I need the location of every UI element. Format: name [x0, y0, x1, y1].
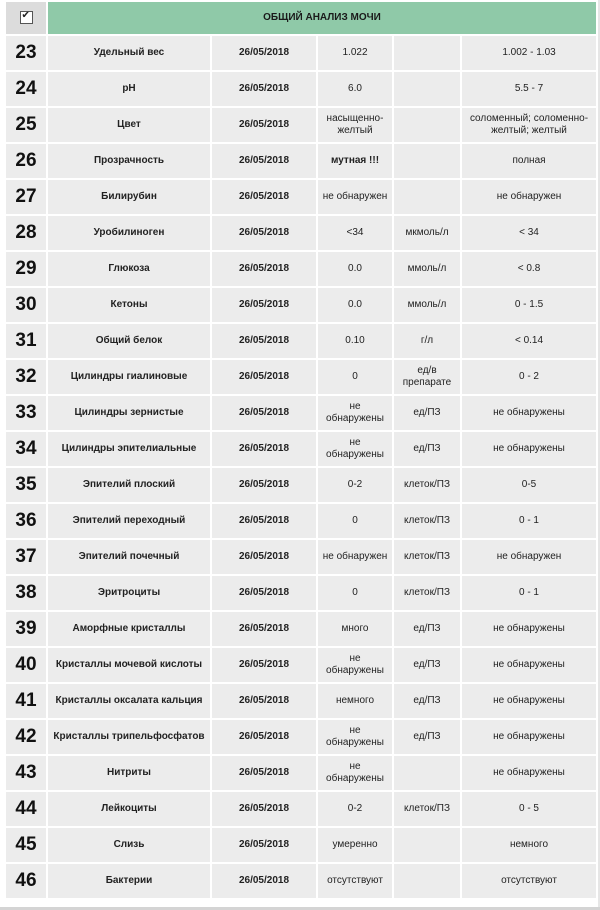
test-date: 26/05/2018 — [212, 612, 316, 646]
result-value: не обнаружен — [318, 540, 392, 574]
table-row — [6, 792, 596, 826]
table-row — [6, 468, 596, 502]
unit: клеток/ПЗ — [394, 504, 460, 538]
reference-range: не обнаружен — [462, 180, 596, 214]
reference-range: отсутствуют — [462, 864, 596, 898]
row-number: 35 — [6, 468, 46, 502]
result-value: <34 — [318, 216, 392, 250]
reference-range: 0 - 2 — [462, 360, 596, 394]
result-value: не обнаружены — [318, 396, 392, 430]
test-name: Цилиндры гиалиновые — [48, 360, 210, 394]
unit — [394, 36, 460, 70]
reference-range: 0-5 — [462, 468, 596, 502]
reference-range: не обнаружены — [462, 612, 596, 646]
test-date: 26/05/2018 — [212, 36, 316, 70]
reference-range: < 34 — [462, 216, 596, 250]
test-name: Общий белок — [48, 324, 210, 358]
reference-range: 0 - 1.5 — [462, 288, 596, 322]
row-number: 42 — [6, 720, 46, 754]
result-value: 0 — [318, 576, 392, 610]
table-row — [6, 828, 596, 862]
unit — [394, 864, 460, 898]
result-value: умеренно — [318, 828, 392, 862]
result-value: 0.0 — [318, 288, 392, 322]
unit — [394, 108, 460, 142]
test-date: 26/05/2018 — [212, 432, 316, 466]
reference-range: не обнаружены — [462, 648, 596, 682]
test-name: Эпителий переходный — [48, 504, 210, 538]
row-number: 46 — [6, 864, 46, 898]
result-value: не обнаружены — [318, 756, 392, 790]
row-number: 41 — [6, 684, 46, 718]
row-number: 33 — [6, 396, 46, 430]
test-name: Билирубин — [48, 180, 210, 214]
table-row — [6, 252, 596, 286]
test-name: Цвет — [48, 108, 210, 142]
table-row — [6, 432, 596, 466]
result-value: 1.022 — [318, 36, 392, 70]
unit — [394, 72, 460, 106]
result-value: не обнаружен — [318, 180, 392, 214]
test-name: Глюкоза — [48, 252, 210, 286]
table-row — [6, 756, 596, 790]
unit: клеток/ПЗ — [394, 468, 460, 502]
reference-range: 0 - 1 — [462, 576, 596, 610]
row-number: 31 — [6, 324, 46, 358]
test-date: 26/05/2018 — [212, 648, 316, 682]
unit: мкмоль/л — [394, 216, 460, 250]
unit: ед/ПЗ — [394, 396, 460, 430]
result-value: 6.0 — [318, 72, 392, 106]
unit: ммоль/л — [394, 288, 460, 322]
row-number: 34 — [6, 432, 46, 466]
test-date: 26/05/2018 — [212, 216, 316, 250]
reference-range: немного — [462, 828, 596, 862]
result-value: не обнаружены — [318, 720, 392, 754]
reference-range: < 0.8 — [462, 252, 596, 286]
unit: ед/ПЗ — [394, 720, 460, 754]
table-row — [6, 108, 596, 142]
result-value: 0-2 — [318, 792, 392, 826]
result-value: 0 — [318, 504, 392, 538]
test-name: Кетоны — [48, 288, 210, 322]
test-date: 26/05/2018 — [212, 144, 316, 178]
unit: ед/ПЗ — [394, 612, 460, 646]
test-name: Нитриты — [48, 756, 210, 790]
row-number: 44 — [6, 792, 46, 826]
test-date: 26/05/2018 — [212, 360, 316, 394]
unit: ед/ПЗ — [394, 684, 460, 718]
test-date: 26/05/2018 — [212, 756, 316, 790]
reference-range: не обнаружены — [462, 720, 596, 754]
test-date: 26/05/2018 — [212, 864, 316, 898]
urinalysis-table — [4, 0, 598, 900]
test-name: Слизь — [48, 828, 210, 862]
test-name: Эпителий плоский — [48, 468, 210, 502]
test-date: 26/05/2018 — [212, 108, 316, 142]
table-row — [6, 288, 596, 322]
result-value: много — [318, 612, 392, 646]
row-number: 28 — [6, 216, 46, 250]
row-number: 30 — [6, 288, 46, 322]
unit — [394, 828, 460, 862]
table-header-row — [6, 2, 596, 34]
section-title: ОБЩИЙ АНАЛИЗ МОЧИ — [48, 2, 596, 34]
test-name: Эпителий почечный — [48, 540, 210, 574]
reference-range: не обнаружены — [462, 396, 596, 430]
row-number: 29 — [6, 252, 46, 286]
row-number: 40 — [6, 648, 46, 682]
test-name: Лейкоциты — [48, 792, 210, 826]
reference-range: не обнаружен — [462, 540, 596, 574]
test-date: 26/05/2018 — [212, 828, 316, 862]
table-row — [6, 612, 596, 646]
test-date: 26/05/2018 — [212, 324, 316, 358]
row-number: 39 — [6, 612, 46, 646]
reference-range: соломенный; соломенно-желтый; желтый — [462, 108, 596, 142]
result-value: 0.10 — [318, 324, 392, 358]
unit — [394, 756, 460, 790]
result-value: немного — [318, 684, 392, 718]
test-name: Кристаллы мочевой кислоты — [48, 648, 210, 682]
test-name: Прозрачность — [48, 144, 210, 178]
reference-range: полная — [462, 144, 596, 178]
test-date: 26/05/2018 — [212, 540, 316, 574]
unit: ед/ПЗ — [394, 432, 460, 466]
test-name: Кристаллы оксалата кальция — [48, 684, 210, 718]
unit: ед/ПЗ — [394, 648, 460, 682]
test-name: Аморфные кристаллы — [48, 612, 210, 646]
reference-range: не обнаружены — [462, 432, 596, 466]
checkbox-checked-icon[interactable] — [20, 11, 33, 24]
table-row — [6, 540, 596, 574]
reference-range: не обнаружены — [462, 756, 596, 790]
unit: ед/в препарате — [394, 360, 460, 394]
test-date: 26/05/2018 — [212, 468, 316, 502]
test-date: 26/05/2018 — [212, 72, 316, 106]
unit — [394, 180, 460, 214]
reference-range: 1.002 - 1.03 — [462, 36, 596, 70]
table-row — [6, 864, 596, 898]
test-name: Цилиндры эпителиальные — [48, 432, 210, 466]
unit: клеток/ПЗ — [394, 792, 460, 826]
row-number: 37 — [6, 540, 46, 574]
table-row — [6, 396, 596, 430]
result-value: насыщенно-желтый — [318, 108, 392, 142]
result-value: 0-2 — [318, 468, 392, 502]
reference-range: 0 - 1 — [462, 504, 596, 538]
result-value: не обнаружены — [318, 432, 392, 466]
row-number: 24 — [6, 72, 46, 106]
test-name: Уробилиноген — [48, 216, 210, 250]
reference-range: не обнаружены — [462, 684, 596, 718]
row-number: 32 — [6, 360, 46, 394]
test-name: Цилиндры зернистые — [48, 396, 210, 430]
row-number: 23 — [6, 36, 46, 70]
test-name: Эритроциты — [48, 576, 210, 610]
test-name: Удельный вес — [48, 36, 210, 70]
unit: ммоль/л — [394, 252, 460, 286]
table-row — [6, 216, 596, 250]
table-row — [6, 324, 596, 358]
unit: клеток/ПЗ — [394, 576, 460, 610]
result-value: не обнаружены — [318, 648, 392, 682]
table-row — [6, 504, 596, 538]
table-row — [6, 72, 596, 106]
test-date: 26/05/2018 — [212, 504, 316, 538]
reference-range: 5.5 - 7 — [462, 72, 596, 106]
result-value: 0 — [318, 360, 392, 394]
table-row — [6, 684, 596, 718]
test-name: pH — [48, 72, 210, 106]
reference-range: 0 - 5 — [462, 792, 596, 826]
test-name: Бактерии — [48, 864, 210, 898]
table-row — [6, 360, 596, 394]
result-value: 0.0 — [318, 252, 392, 286]
unit: г/л — [394, 324, 460, 358]
table-row — [6, 648, 596, 682]
unit — [394, 144, 460, 178]
table-row — [6, 144, 596, 178]
test-date: 26/05/2018 — [212, 792, 316, 826]
row-number: 26 — [6, 144, 46, 178]
row-number: 45 — [6, 828, 46, 862]
test-date: 26/05/2018 — [212, 180, 316, 214]
result-value: отсутствуют — [318, 864, 392, 898]
row-number: 36 — [6, 504, 46, 538]
test-date: 26/05/2018 — [212, 396, 316, 430]
test-date: 26/05/2018 — [212, 288, 316, 322]
result-value: мутная !!! — [318, 144, 392, 178]
table-row — [6, 720, 596, 754]
reference-range: < 0.14 — [462, 324, 596, 358]
test-date: 26/05/2018 — [212, 720, 316, 754]
table-row — [6, 576, 596, 610]
unit: клеток/ПЗ — [394, 540, 460, 574]
row-number: 38 — [6, 576, 46, 610]
test-date: 26/05/2018 — [212, 252, 316, 286]
row-number: 27 — [6, 180, 46, 214]
select-all-cell[interactable] — [6, 2, 46, 34]
test-date: 26/05/2018 — [212, 684, 316, 718]
test-name: Кристаллы трипельфосфатов — [48, 720, 210, 754]
row-number: 25 — [6, 108, 46, 142]
row-number: 43 — [6, 756, 46, 790]
table-row — [6, 36, 596, 70]
table-row — [6, 180, 596, 214]
test-date: 26/05/2018 — [212, 576, 316, 610]
